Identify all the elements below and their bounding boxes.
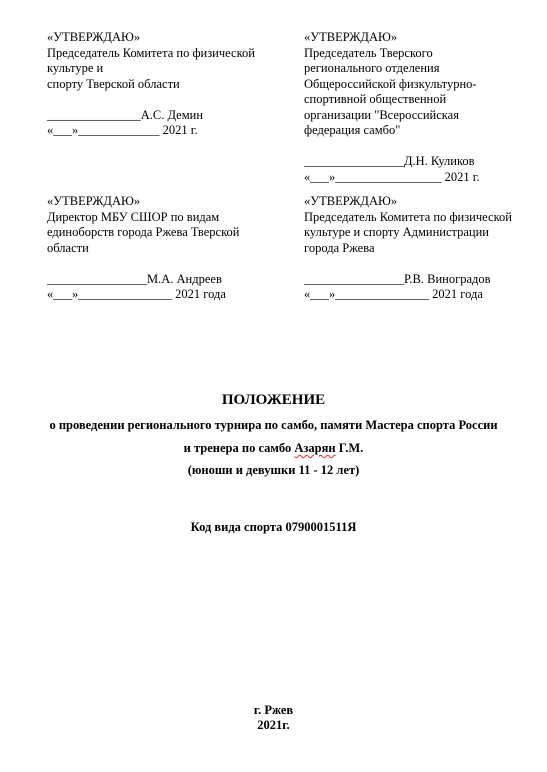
misspelled-word: Азарян xyxy=(294,441,336,455)
approval-signature-line: ________________М.А. Андреев xyxy=(47,271,222,286)
document-title: ПОЛОЖЕНИЕ xyxy=(221,392,326,408)
approval-position-line: Председатель Комитета по физической xyxy=(47,45,255,60)
approval-block-committee-rzhev xyxy=(304,194,512,303)
approval-position-line: единоборств города Ржева Тверской xyxy=(47,225,240,239)
approval-position-line: города Ржева xyxy=(304,240,375,255)
document-subtitle-line-3: (юноши и девушки 11 - 12 лет) xyxy=(187,463,360,477)
subtitle-prefix: и тренера по самбо xyxy=(183,441,295,455)
approval-position-line: культуре и спорту Администрации xyxy=(304,225,489,239)
approval-date-line: «___»_______________ 2021 года xyxy=(47,287,226,301)
approval-signature-line: ________________Д.Н. Куликов xyxy=(304,154,475,168)
approval-date-line: «___»_______________ 2021 года xyxy=(304,287,483,301)
approval-position-line: организации "Всероссийская xyxy=(304,107,459,122)
approval-position-line: области xyxy=(47,240,89,255)
approval-position-line: культуре и xyxy=(47,61,104,75)
approval-signature-line: _______________А.С. Демин xyxy=(47,107,204,122)
approval-heading: «УТВЕРЖДАЮ» xyxy=(304,194,398,208)
approval-position-line: Председатель Комитета по физической xyxy=(304,209,512,224)
approval-position-line: Председатель Тверского xyxy=(304,45,433,60)
document-subtitle-line-2 xyxy=(0,441,547,456)
spacer xyxy=(304,139,480,155)
approval-position-line: регионального отделения xyxy=(304,61,440,75)
approval-position-line: федерация самбо" xyxy=(304,123,401,137)
sport-code: Код вида спорта 0790001511Я xyxy=(190,520,357,534)
spacer xyxy=(304,256,512,272)
approval-heading: «УТВЕРЖДАЮ» xyxy=(47,194,141,208)
approval-heading: «УТВЕРЖДАЮ» xyxy=(304,30,398,44)
approval-block-committee-tver xyxy=(47,30,255,139)
approval-position-line: Общероссийской физкультурно- xyxy=(304,76,477,91)
approval-position-line: Директор МБУ СШОР по видам xyxy=(47,209,220,224)
approval-block-sambo-federation xyxy=(304,30,480,185)
approval-date-line: «___»_____________ 2021 г. xyxy=(47,123,198,137)
document-subtitle-line-1: о проведении регионального турнира по самбо, памяти Мастера спорта России xyxy=(49,418,498,432)
spacer xyxy=(47,92,255,108)
document-year: 2021г. xyxy=(257,718,290,732)
approval-position-line: спорту Тверской области xyxy=(47,76,180,91)
approval-heading: «УТВЕРЖДАЮ» xyxy=(47,30,141,44)
approval-block-sports-school xyxy=(47,194,239,303)
approval-signature-line: ________________Р.В. Виноградов xyxy=(304,271,491,286)
approval-date-line: «___»_________________ 2021 г. xyxy=(304,169,480,184)
spacer xyxy=(47,256,239,272)
subtitle-suffix: Г.М. xyxy=(335,441,364,455)
approval-position-line: спортивной общественной xyxy=(304,92,447,106)
document-city: г. Ржев xyxy=(253,703,294,717)
